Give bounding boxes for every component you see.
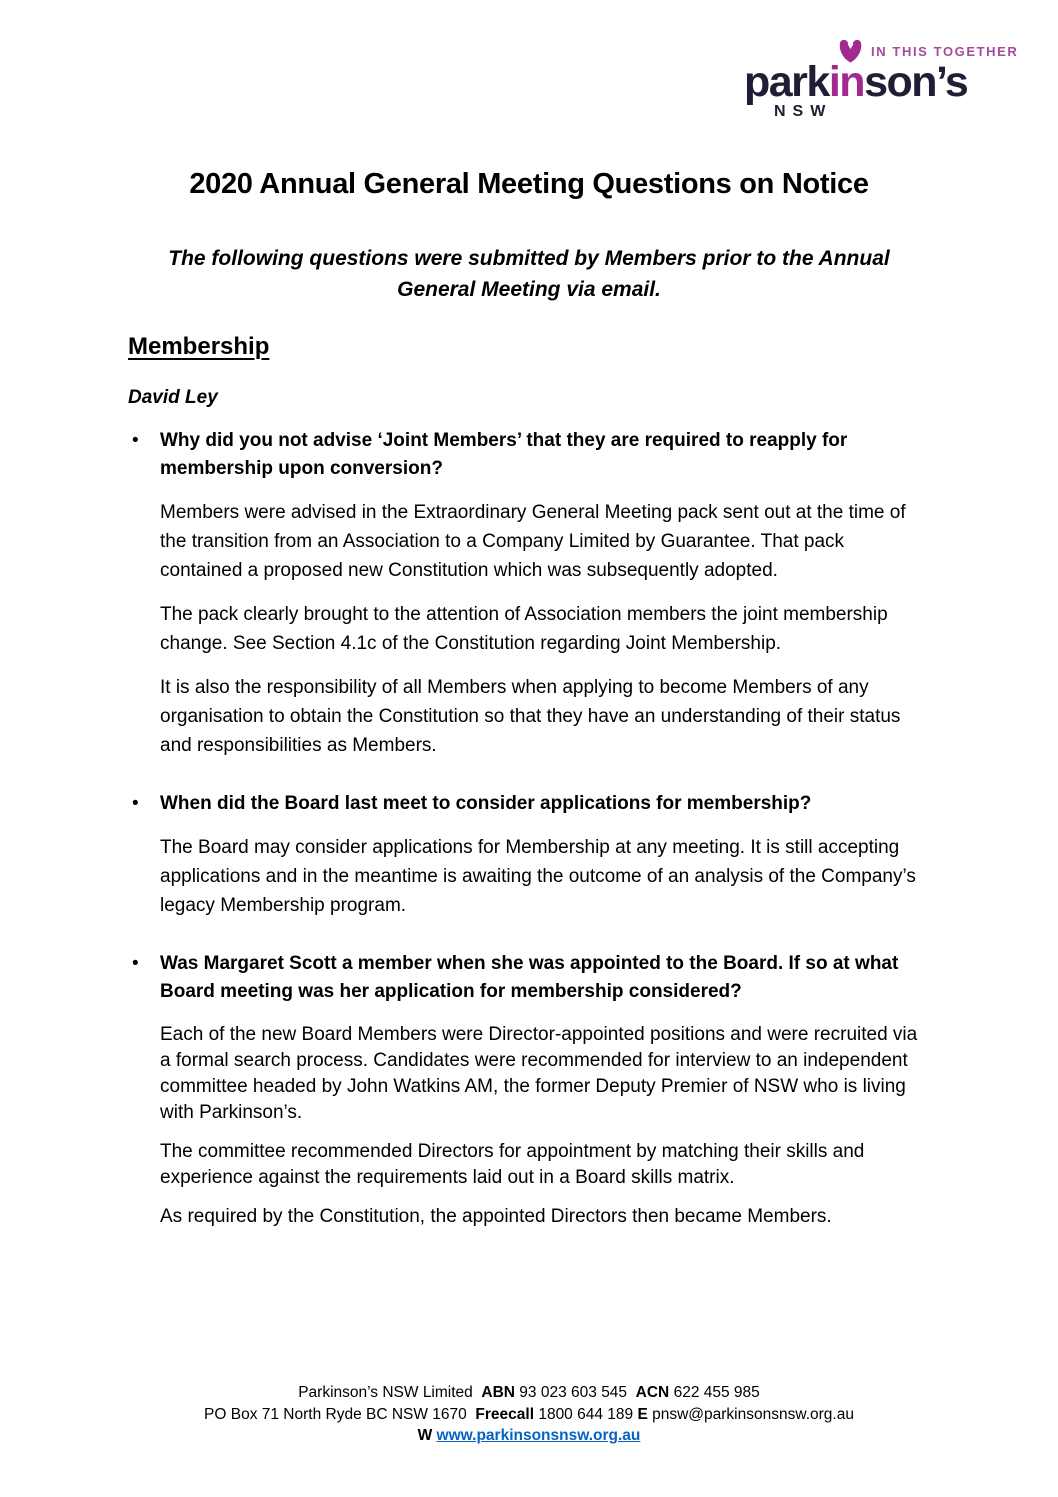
footer bbox=[0, 1382, 1058, 1447]
logo-wordmark-park: park bbox=[744, 58, 829, 106]
answer-paragraph: As required by the Constitution, the appointed Directors then became Members. bbox=[160, 1206, 832, 1227]
question-text: Was Margaret Scott a member when she was appointed to the Board. If so at what Board meeting was her application for membership considered? bbox=[160, 953, 899, 1002]
question-row bbox=[132, 790, 920, 818]
footer-text: PO Box 71 North Ryde BC NSW 1670 bbox=[204, 1405, 476, 1423]
footer-label: W bbox=[417, 1427, 437, 1444]
qa-list bbox=[132, 427, 938, 1230]
qa-block bbox=[132, 790, 938, 920]
question-text: Why did you not advise ‘Joint Members’ that they are required to reapply for membership upon conversion? bbox=[160, 430, 848, 479]
logo-wordmark-in: in bbox=[828, 58, 865, 106]
footer-line bbox=[0, 1404, 1058, 1426]
subtitle: The following questions were submitted by Members prior to the Annual General Meeting via email. bbox=[168, 247, 890, 301]
footer-label: ABN bbox=[481, 1384, 515, 1401]
footer-label: ACN bbox=[635, 1384, 670, 1401]
website-link[interactable]: www.parkinsonsnsw.org.au bbox=[436, 1427, 641, 1444]
footer-label: Freecall bbox=[475, 1405, 535, 1423]
qa-block bbox=[132, 427, 938, 760]
footer-label: E bbox=[637, 1405, 648, 1423]
answer-paragraph: Each of the new Board Members were Director-appointed positions and were recruited via a formal search process. Candidates were recommended for interview to an independent committee headed by John Watkins AM, the former Deputy Premier of NSW who is living with Parkinson’s. bbox=[160, 1024, 918, 1123]
footer-text: pnsw@parkinsonsnsw.org.au bbox=[647, 1405, 854, 1423]
logo-region: NSW bbox=[774, 103, 833, 120]
answer-paragraph: The committee recommended Directors for appointment by matching their skills and experience against the requirements laid out in a Board skills matrix. bbox=[160, 1141, 865, 1188]
answer-paragraph: The Board may consider applications for Membership at any meeting. It is still accepting applications and in the meantime is awaiting the outcome of an analysis of the Company’s legacy Membership program. bbox=[160, 837, 916, 916]
footer-text: 93 023 603 545 bbox=[515, 1384, 636, 1401]
footer-text: 622 455 985 bbox=[669, 1384, 760, 1401]
question-text: When did the Board last meet to consider applications for membership? bbox=[160, 793, 812, 814]
parkinsons-nsw-logo bbox=[744, 36, 1019, 121]
footer-line bbox=[0, 1425, 1058, 1447]
section-heading: Membership bbox=[128, 333, 270, 360]
qa-block bbox=[132, 950, 938, 1230]
page-title: 2020 Annual General Meeting Questions on Notice bbox=[189, 168, 869, 200]
question-row bbox=[132, 950, 920, 1006]
author-name: David Ley bbox=[128, 387, 218, 408]
answer-paragraph: It is also the responsibility of all Members when applying to become Members of any organisation to obtain the Constitution so that they have an understanding of their status and responsibilities as Members. bbox=[160, 677, 901, 756]
footer-text: Parkinson’s NSW Limited bbox=[298, 1384, 482, 1401]
answers bbox=[160, 1022, 928, 1230]
answer-paragraph: Members were advised in the Extraordinary General Meeting pack sent out at the time of the transition from an Association to a Company Limited by Guarantee. That pack contained a proposed new Constitution which was subsequently adopted. bbox=[160, 502, 906, 581]
bullet-icon: • bbox=[132, 430, 139, 451]
answers bbox=[160, 833, 928, 920]
answers bbox=[160, 498, 928, 760]
answer-paragraph: The pack clearly brought to the attention of Association members the joint membership change. See Section 4.1c of the Constitution regarding Joint Membership. bbox=[160, 604, 888, 654]
content bbox=[128, 333, 938, 1230]
footer-text: 1800 644 189 bbox=[534, 1405, 638, 1423]
question-row bbox=[132, 427, 920, 483]
logo-wordmark bbox=[744, 58, 1004, 106]
bullet-icon: • bbox=[132, 793, 139, 814]
bullet-icon: • bbox=[132, 953, 139, 974]
logo-tagline: IN THIS TOGETHER bbox=[871, 43, 1019, 59]
footer-line bbox=[0, 1382, 1058, 1404]
logo-wordmark-sons: son’s bbox=[864, 58, 968, 106]
